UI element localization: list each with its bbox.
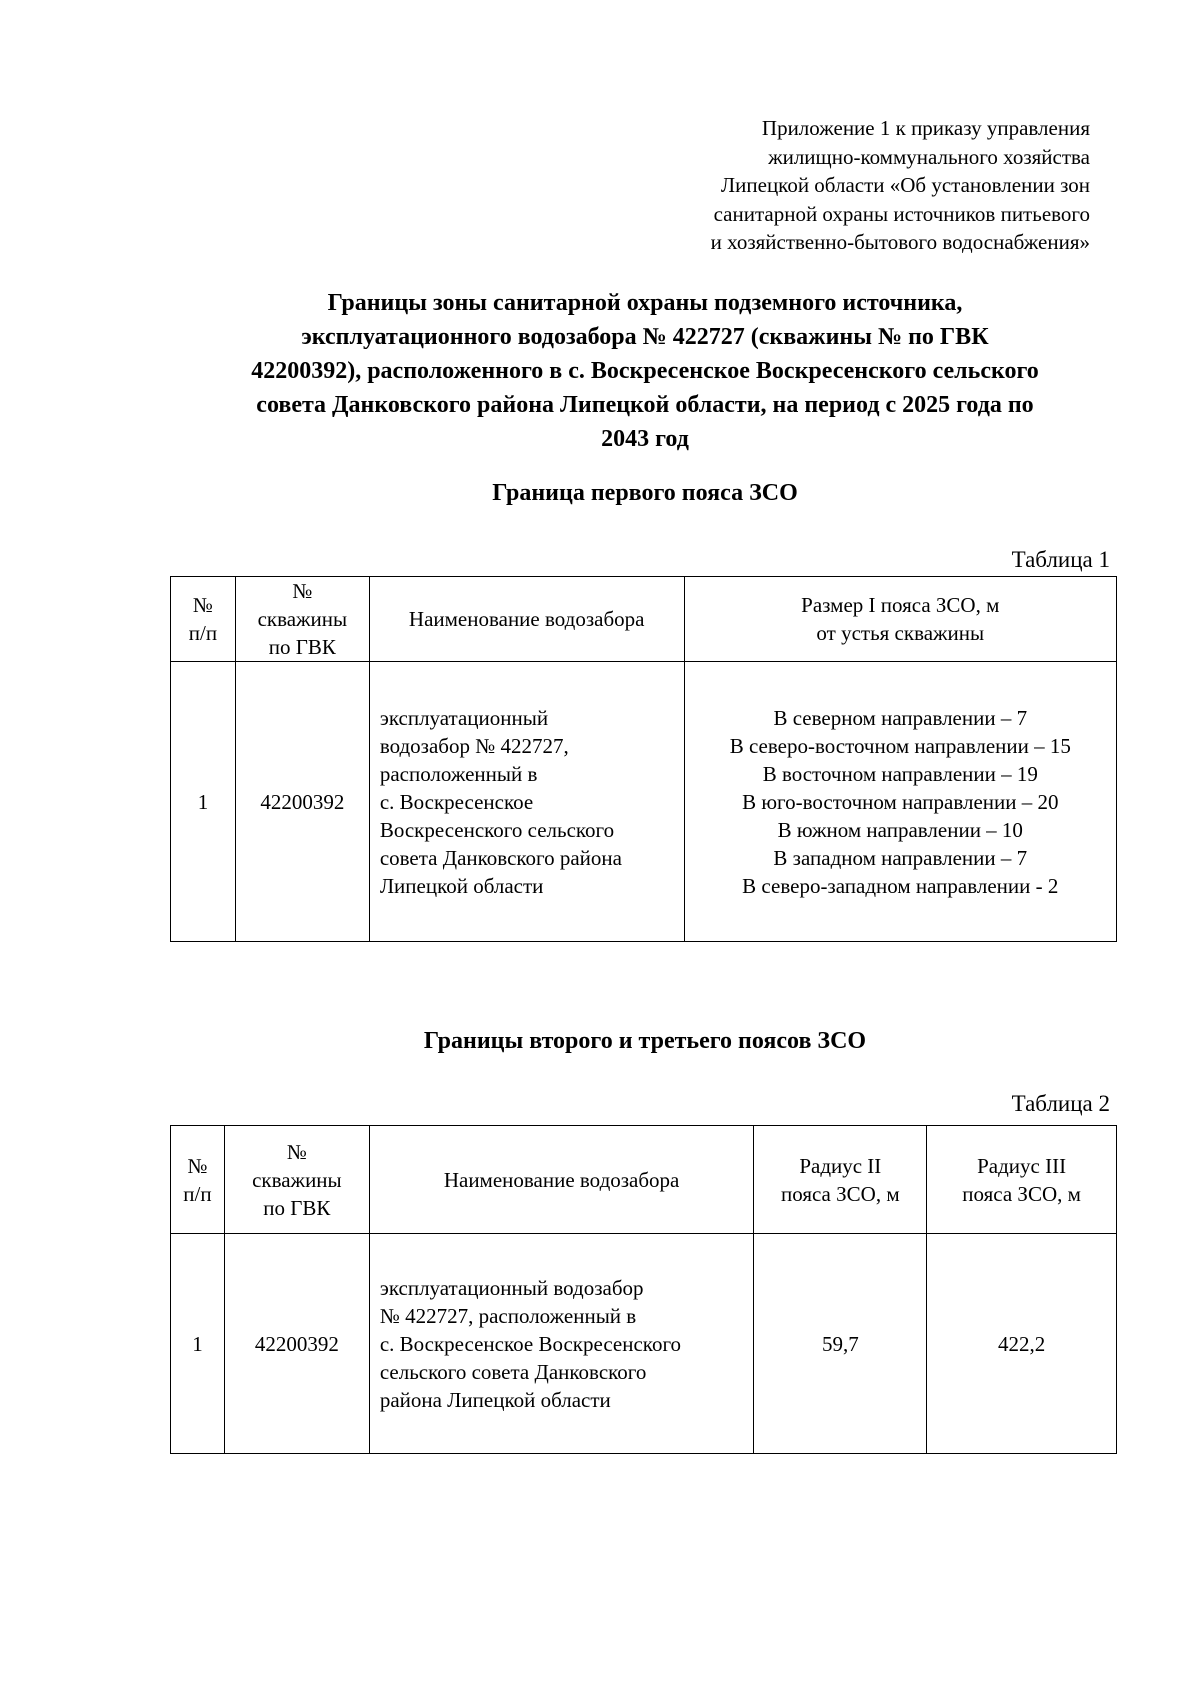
header-well-line: № [286, 1139, 307, 1164]
header-radius-3-line: Радиус III [977, 1153, 1067, 1178]
header-radius-2 [754, 1126, 927, 1234]
header-radius-3 [927, 1126, 1117, 1234]
appendix-note [711, 114, 1090, 257]
row-radius-2: 59,7 [754, 1234, 927, 1454]
direction-line: В восточном направлении – 19 [762, 761, 1038, 786]
header-well-line: скважины [252, 1167, 342, 1192]
header-radius-2-line: Радиус II [799, 1153, 882, 1178]
header-num [171, 577, 236, 662]
table1 [170, 576, 1117, 942]
appendix-line: и хозяйственно-бытового водоснабжения» [710, 230, 1090, 254]
appendix-line: Приложение 1 к приказу управления [761, 116, 1090, 140]
header-num-line: № [187, 1153, 208, 1178]
row-directions [684, 662, 1116, 942]
header-well-line: скважины [257, 607, 348, 631]
header-well [235, 577, 369, 662]
appendix-line: жилищно-коммунального хозяйства [768, 144, 1090, 169]
row-num: 1 [171, 1234, 225, 1454]
header-well-line: по ГВК [263, 1195, 331, 1220]
direction-line: В западном направлении – 7 [773, 845, 1028, 870]
row-name-line: совета Данковского района [379, 845, 622, 870]
title-line: Границы зоны санитарной охраны подземного источника, [327, 290, 963, 316]
row-name [369, 1234, 754, 1454]
row-name-line: эксплуатационный водозабор [379, 1275, 644, 1300]
header-name: Наименование водозабора [369, 1126, 754, 1234]
title-line: 42200392), расположенного в с. Воскресенское Воскресенского сельского [251, 358, 1039, 384]
header-size-line: от устья скважины [816, 621, 985, 645]
row-name-line: Воскресенского сельского [379, 817, 615, 842]
header-num-line: № [192, 593, 213, 617]
direction-line: В юго-восточном направлении – 20 [742, 789, 1059, 814]
table-row [171, 662, 1117, 942]
table2 [170, 1125, 1117, 1454]
title-line: 2043 год [601, 426, 689, 452]
table2-label: Таблица 2 [1011, 1091, 1110, 1116]
row-name-line: с. Воскресенское [379, 789, 534, 814]
header-num-line: п/п [188, 621, 218, 645]
table1-label: Таблица 1 [1011, 547, 1110, 572]
header-size-line: Размер I пояса ЗСО, м [801, 593, 1000, 617]
row-name-line: расположенный в [379, 761, 538, 786]
row-well: 42200392 [224, 1234, 369, 1454]
header-well-line: № [292, 579, 313, 603]
row-radius-3: 422,2 [927, 1234, 1117, 1454]
row-name-line: с. Воскресенское Воскресенского [379, 1331, 682, 1356]
direction-line: В северо-восточном направлении – 15 [729, 733, 1071, 758]
table1-header-row [171, 577, 1117, 662]
row-name-line: Липецкой области [379, 873, 544, 898]
table2-header-row [171, 1126, 1117, 1234]
header-name: Наименование водозабора [369, 577, 684, 662]
section2-heading: Границы второго и третьего поясов ЗСО [423, 1028, 867, 1054]
appendix-line: Липецкой области «Об установлении зон [720, 173, 1090, 197]
header-radius-3-line: пояса ЗСО, м [962, 1181, 1081, 1206]
row-name-line: сельского совета Данковского [379, 1359, 647, 1384]
row-well: 42200392 [235, 662, 369, 942]
title-line: эксплуатационного водозабора № 422727 (скважины № по ГВК [301, 324, 989, 350]
direction-line: В южном направлении – 10 [777, 817, 1023, 842]
document-title [150, 286, 1140, 456]
row-name-line: района Липецкой области [379, 1387, 611, 1412]
header-radius-2-line: пояса ЗСО, м [780, 1181, 900, 1206]
row-name-line: водозабор № 422727, [379, 733, 569, 758]
appendix-line: санитарной охраны источников питьевого [713, 201, 1090, 226]
title-line: совета Данковского района Липецкой области, на период с 2025 года по [256, 392, 1034, 418]
header-num [171, 1126, 225, 1234]
direction-line: В северо-западном направлении - 2 [742, 873, 1059, 898]
table-row [171, 1234, 1117, 1454]
row-name-line: эксплуатационный [379, 705, 549, 730]
row-num: 1 [171, 662, 236, 942]
header-well-line: по ГВК [268, 635, 336, 659]
header-well [224, 1126, 369, 1234]
direction-line: В северном направлении – 7 [773, 705, 1028, 730]
header-num-line: п/п [183, 1181, 212, 1206]
row-name-line: № 422727, расположенный в [379, 1303, 637, 1328]
header-size [684, 577, 1116, 662]
section1-heading: Граница первого пояса ЗСО [492, 480, 798, 506]
row-name [369, 662, 684, 942]
